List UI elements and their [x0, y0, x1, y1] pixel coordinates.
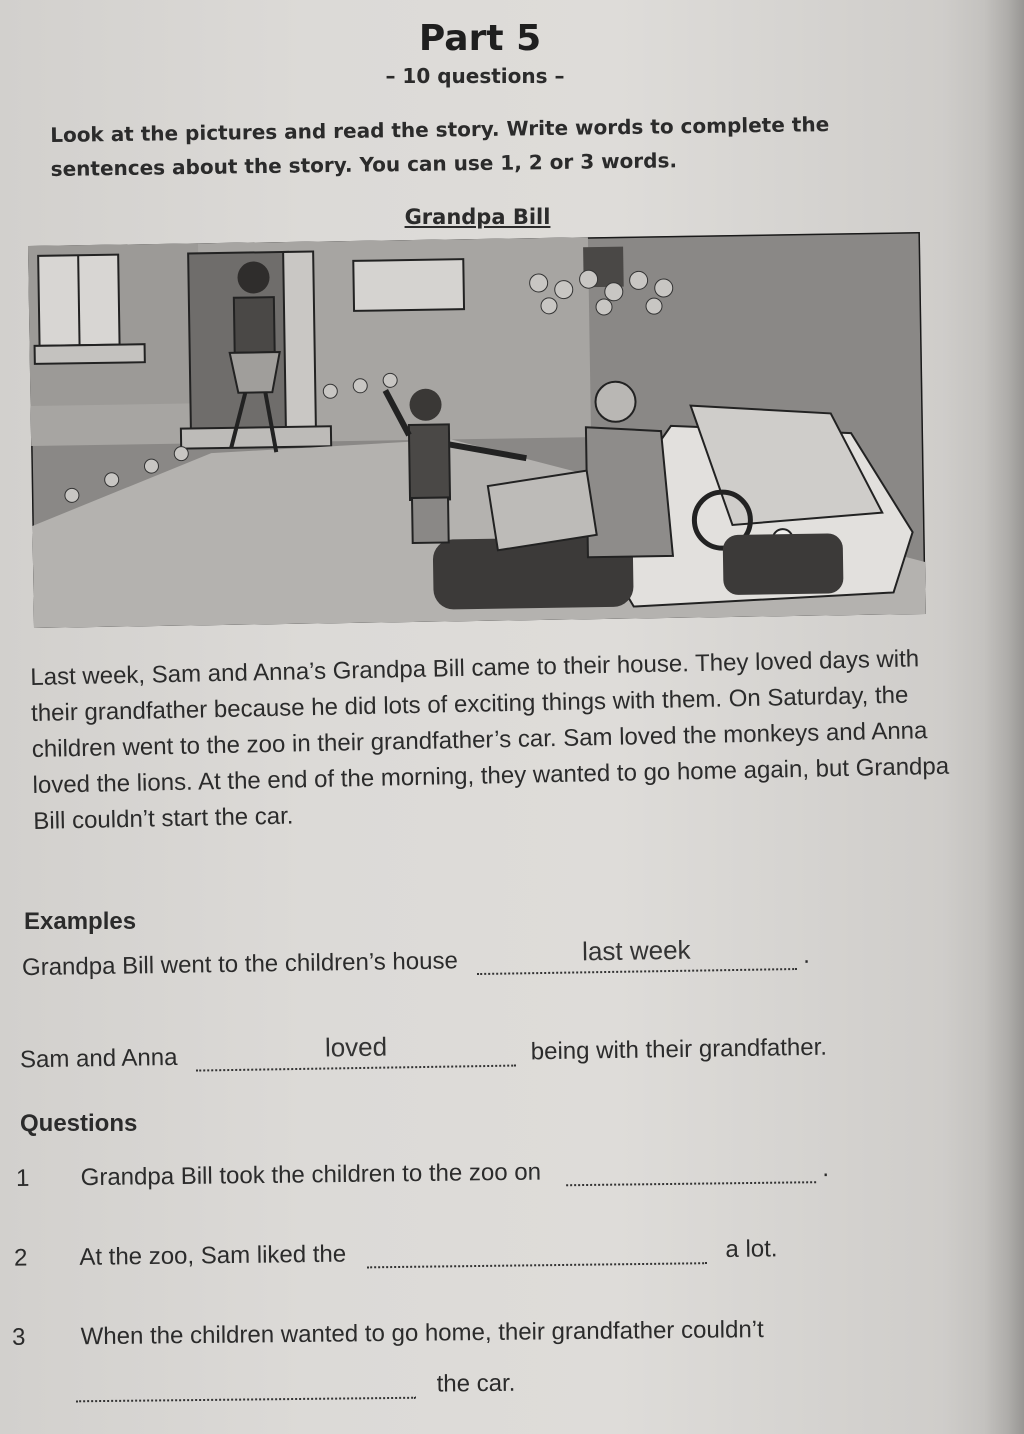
page-subtitle: – 10 questions –: [385, 64, 565, 88]
question-2-blank[interactable]: [367, 1236, 707, 1268]
question-2-number: 2: [13, 1244, 28, 1272]
page-title: Part 5: [418, 18, 542, 59]
examples-heading: Examples: [24, 908, 137, 935]
question-3-number: 3: [11, 1323, 26, 1351]
example-2-end: being with their grandfather.: [530, 1033, 828, 1066]
question-1-text: Grandpa Bill took the children to the zoo on: [80, 1158, 542, 1192]
question-1: [16, 1155, 829, 1193]
example-2-text: Sam and Anna: [19, 1043, 178, 1074]
question-1-blank[interactable]: [565, 1155, 815, 1186]
example-1-answer: last week: [581, 934, 691, 967]
question-3: [12, 1316, 764, 1352]
page-edge-shadow: [984, 0, 1024, 1434]
question-3-end: the car.: [436, 1369, 516, 1398]
example-1: [21, 934, 810, 982]
example-1-text: Grandpa Bill went to the children’s house: [21, 947, 459, 982]
instructions: Look at the pictures and read the story. Write words to complete the sentences about the story. You can use 1, 2 or 3 words.: [50, 112, 830, 181]
example-1-blank: [476, 934, 796, 975]
story-illustration: [28, 232, 926, 628]
question-3-continued: [76, 1370, 516, 1403]
question-2-text: At the zoo, Sam liked the: [79, 1240, 347, 1271]
question-2: [14, 1235, 778, 1272]
question-3-text: When the children wanted to go home, their grandfather couldn’t: [80, 1316, 764, 1351]
example-1-end: .: [802, 941, 810, 969]
question-1-end: .: [822, 1155, 830, 1183]
example-2-answer: loved: [324, 1031, 388, 1063]
story-text: Last week, Sam and Anna’s Grandpa Bill came to their house. They loved days with their grandfather because he did lots of exciting things with them. On Saturday, the children went to the zoo in their grandfather’s car. Sam loved the monkeys and Anna loved the lions. At the end of the morning, they wanted to go home again, but Grandpa Bill couldn’t start the car.: [30, 645, 950, 835]
story-title: Grandpa Bill: [404, 205, 551, 229]
example-2: [19, 1031, 828, 1075]
questions-heading: Questions: [20, 1110, 138, 1137]
question-2-end: a lot.: [725, 1235, 778, 1263]
question-3-blank[interactable]: [76, 1371, 416, 1403]
question-1-number: 1: [15, 1164, 30, 1192]
example-2-blank: [196, 1031, 516, 1072]
